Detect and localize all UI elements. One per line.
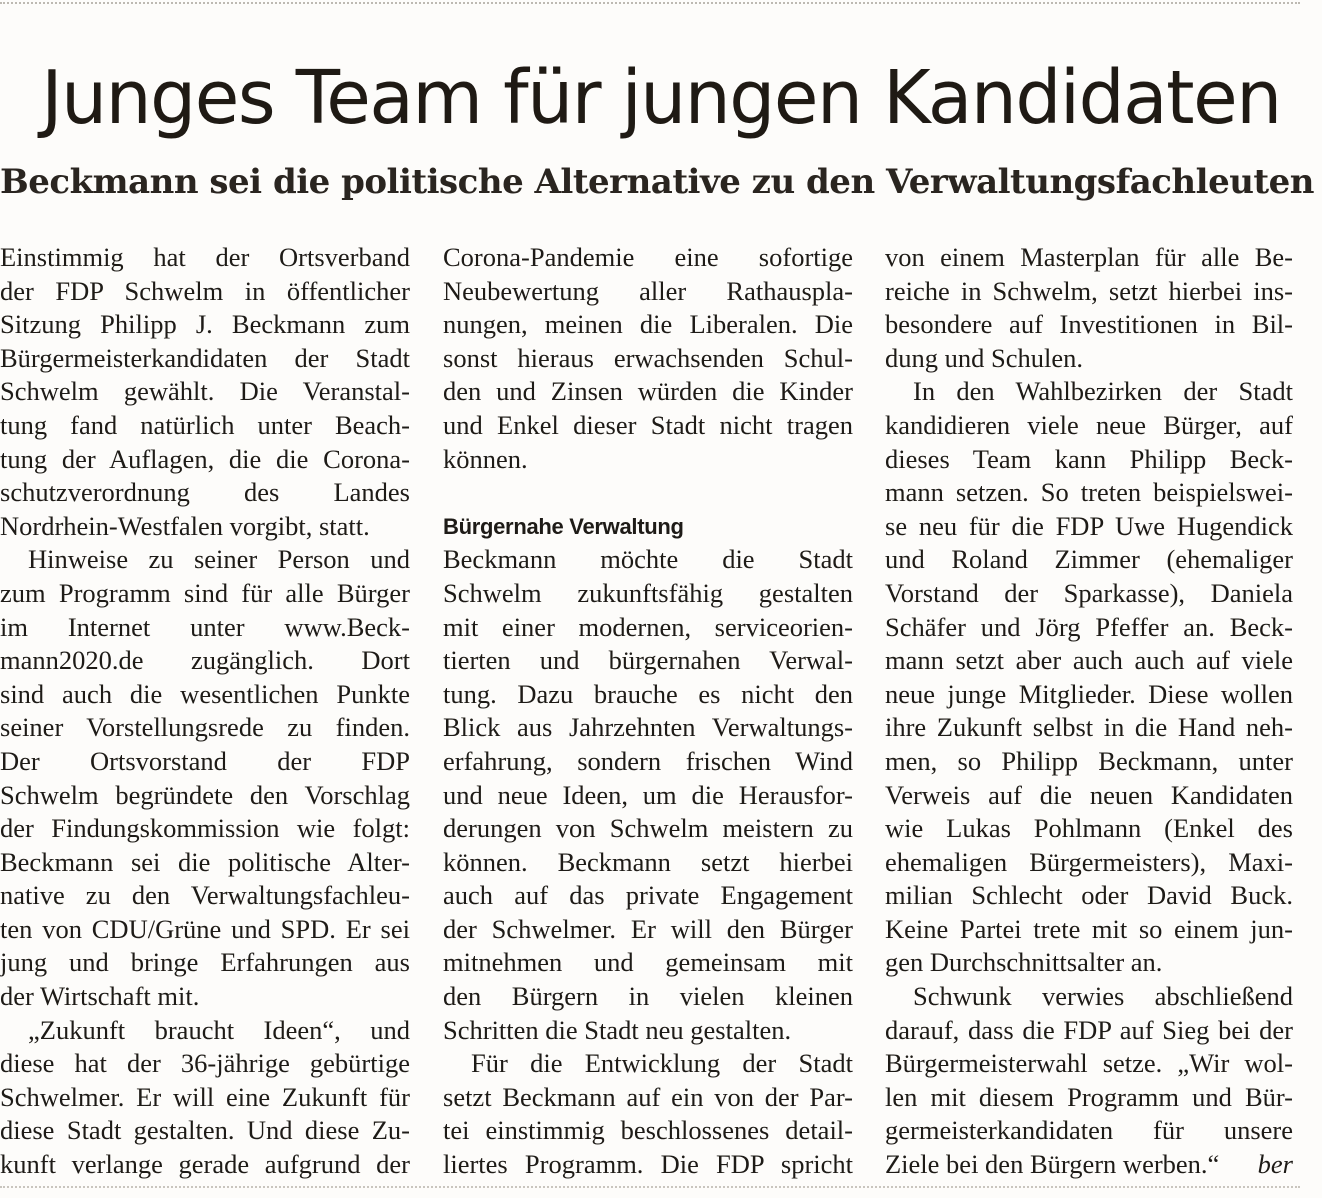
- article-text-line: Schwelmer. Er will eine Zukunft für: [0, 1081, 410, 1112]
- article-text-line: Hinweise zu seiner Person und: [28, 544, 410, 575]
- article-text-line: [885, 1148, 1293, 1182]
- article-text-line: auch auf das private Engagement: [443, 880, 853, 911]
- article-text-line: gen Durchschnittsalter an.: [885, 947, 1163, 978]
- headline: Junges Team für jungen Kandidaten: [41, 55, 1281, 141]
- article-text-line: und Enkel dieser Stadt nicht tragen: [443, 409, 853, 440]
- article-text-line: erfahrung, sondern frischen Wind: [443, 745, 853, 776]
- section-heading: Bürgernahe Verwaltung: [443, 513, 684, 539]
- paragraph-spacer: [443, 476, 853, 510]
- article-text-line: neue junge Mitglieder. Diese wollen: [885, 678, 1293, 709]
- article-text-line: tung der Auflagen, die die Corona-: [0, 443, 410, 474]
- article-text-line: Vorstand der Sparkasse), Daniela: [885, 577, 1293, 608]
- article-text-line: mann2020.de zugänglich. Dort: [0, 645, 410, 676]
- article-text-line: jung und bringe Erfahrungen aus: [0, 947, 410, 978]
- author-initials: ber: [1257, 1149, 1293, 1180]
- article-text-line: men, so Philipp Beckmann, unter: [885, 745, 1293, 776]
- article-text-line: und neue Ideen, um die Herausfor-: [443, 779, 853, 810]
- article-text-line: sind auch die wesentlichen Punkte: [0, 678, 410, 709]
- article-text-line: mit einer modernen, serviceorien-: [443, 611, 853, 642]
- article-text-line: reiche in Schwelm, setzt hierbei ins-: [885, 275, 1293, 306]
- article-text-line: Schwelm gewählt. Die Veranstal-: [0, 376, 410, 407]
- article-text-line: den Bürgern in vielen kleinen: [443, 981, 853, 1012]
- article-text-line: liertes Programm. Die FDP spricht: [443, 1149, 853, 1180]
- article-text-line: Corona-Pandemie eine sofortige: [443, 242, 853, 272]
- article-text-line: ten von CDU/Grüne und SPD. Er sei: [0, 913, 410, 944]
- article-text-line: der Findungskommission wie folgt:: [0, 813, 410, 844]
- article-text-line: Nordrhein-Westfalen vorgibt, statt.: [0, 510, 370, 541]
- article-text-line: Neubewertung aller Rathauspla-: [443, 275, 853, 306]
- article-text-line: der FDP Schwelm in öffentlicher: [0, 275, 410, 306]
- article-text-line: Schäfer und Jörg Pfeffer an. Beck-: [885, 611, 1293, 642]
- article-text-line: ehemaligen Bürgermeisters), Maxi-: [885, 846, 1293, 877]
- article-text-line: dieses Team kann Philipp Beck-: [885, 443, 1293, 474]
- article-text-line: und Roland Zimmer (ehemaliger: [885, 544, 1293, 575]
- article-text-line: Beckmann möchte die Stadt: [443, 544, 853, 575]
- article-column-3: [885, 241, 1293, 1182]
- article-text-line: Schwelm zukunftsfähig gestalten: [443, 577, 853, 608]
- article-text-line: mitnehmen und gemeinsam mit: [443, 947, 853, 978]
- article-text-line: zum Programm sind für alle Bürger: [0, 577, 410, 608]
- article-column-1: [0, 241, 410, 1182]
- article-text-line: nungen, meinen die Liberalen. Die: [443, 309, 853, 340]
- article-text-line: mann setzen. So treten beispielswei-: [885, 477, 1293, 508]
- article-text-line: tierten und bürgernahen Verwal-: [443, 645, 853, 676]
- article-text-line: mann setzt aber auch auch auf viele: [885, 645, 1293, 676]
- article-text-line: se neu für die FDP Uwe Hugendick: [885, 510, 1293, 541]
- article-text-line: derungen von Schwelm meistern zu: [443, 813, 853, 844]
- article-text-line: tung. Dazu brauche es nicht den: [443, 678, 853, 709]
- article-text-line: ihre Zukunft selbst in die Hand neh-: [885, 712, 1293, 743]
- article-text-line: Sitzung Philipp J. Beckmann zum: [0, 309, 410, 340]
- article-text-line: sonst hieraus erwachsenden Schul-: [443, 342, 853, 373]
- article-text-line: Schwunk verwies abschließend: [913, 981, 1293, 1012]
- article-text-line: der Wirtschaft mit.: [0, 981, 200, 1012]
- article-text-line: im Internet unter www.Beck-: [0, 611, 410, 642]
- article-text-line: können.: [443, 443, 528, 474]
- article-text-line: Blick aus Jahrzehnten Verwaltungs-: [443, 712, 853, 743]
- closing-quote-line: Ziele bei den Bürgern werben.“: [885, 1149, 1220, 1180]
- article-text-line: tei einstimmig beschlossenes detail-: [443, 1115, 853, 1146]
- article-text-line: Beckmann sei die politische Alter-: [0, 846, 410, 877]
- top-dotted-rule: [0, 2, 1300, 4]
- article-text-line: Für die Entwicklung der Stadt: [471, 1048, 853, 1079]
- article-text-line: kunft verlange gerade aufgrund der: [0, 1149, 410, 1180]
- article-text-line: Bürgermeisterkandidaten der Stadt: [0, 342, 410, 373]
- article-column-2: [443, 241, 853, 1182]
- article-text-line: Schwelm begründete den Vorschlag: [0, 779, 410, 810]
- article-text-line: Einstimmig hat der Ortsverband: [0, 242, 410, 272]
- article-text-line: kandidieren viele neue Bürger, auf: [885, 409, 1293, 440]
- article-text-line: seiner Vorstellungsrede zu finden.: [0, 712, 410, 743]
- article-text-line: diese Stadt gestalten. Und diese Zu-: [0, 1115, 410, 1146]
- article-text-line: dung und Schulen.: [885, 342, 1083, 373]
- article-text-line: native zu den Verwaltungsfachleu-: [0, 880, 410, 911]
- article-text-line: Keine Partei trete mit so einem jun-: [885, 913, 1293, 944]
- article-text-line: können. Beckmann setzt hierbei: [443, 846, 853, 877]
- bottom-dotted-rule: [0, 1186, 1300, 1188]
- article-text-line: den und Zinsen würden die Kinder: [443, 376, 853, 407]
- article-text-line: wie Lukas Pohlmann (Enkel des: [885, 813, 1293, 844]
- article-text-line: besondere auf Investitionen in Bil-: [885, 309, 1293, 340]
- article-text-line: In den Wahlbezirken der Stadt: [913, 376, 1293, 407]
- article-text-line: Der Ortsvorstand der FDP: [0, 745, 410, 776]
- article-text-line: tung fand natürlich unter Beach-: [0, 409, 410, 440]
- article-text-line: setzt Beckmann auf ein von der Par-: [443, 1081, 853, 1112]
- article-text-line: der Schwelmer. Er will den Bürger: [443, 913, 853, 944]
- article-text-line: von einem Masterplan für alle Be-: [885, 242, 1293, 272]
- article-text-line: milian Schlecht oder David Buck.: [885, 880, 1293, 911]
- article-text-line: germeisterkandidaten für unsere: [885, 1115, 1293, 1146]
- article-text-line: Verweis auf die neuen Kandidaten: [885, 779, 1293, 810]
- article-text-line: „Zukunft braucht Ideen“, und: [28, 1014, 410, 1045]
- article-text-line: Schritten die Stadt neu gestalten.: [443, 1014, 792, 1045]
- subheadline: Beckmann sei die politische Alternative zu den Verwaltungsfachleuten: [0, 162, 1314, 202]
- article-text-line: len mit diesem Programm und Bür-: [885, 1081, 1293, 1112]
- article-text-line: Bürgermeisterwahl setze. „Wir wol-: [885, 1048, 1293, 1079]
- article-text-line: darauf, dass die FDP auf Sieg bei der: [885, 1014, 1293, 1045]
- article-text-line: schutzverordnung des Landes: [0, 477, 410, 508]
- article-text-line: diese hat der 36-jährige gebürtige: [0, 1048, 410, 1079]
